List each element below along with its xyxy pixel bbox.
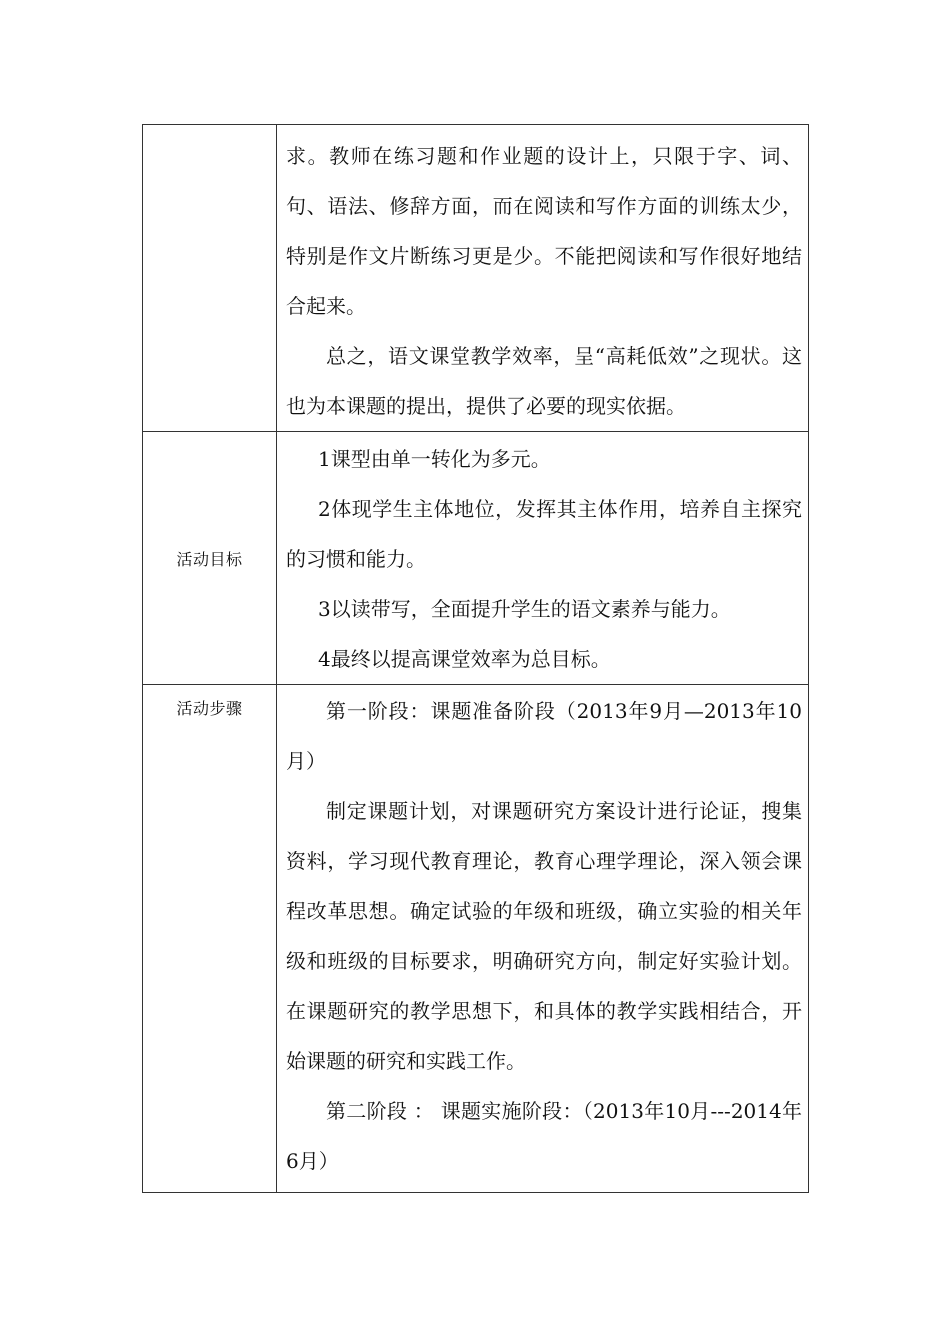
goal-item-1: 1课型由单一转化为多元。 xyxy=(318,447,551,471)
paragraph-summary: 总之，语文课堂教学效率，呈“高耗低效”之现状。这也为本课题的提出，提供了必要的现实依据。 xyxy=(286,344,802,418)
row-content-background xyxy=(277,125,809,432)
goal-item-3: 3以读带写，全面提升学生的语文素养与能力。 xyxy=(318,597,731,621)
document-table xyxy=(142,124,809,1193)
table-row-background xyxy=(143,125,809,432)
table-row-steps xyxy=(143,685,809,1193)
table-row-goals xyxy=(143,432,809,685)
stage-one-body: 制定课题计划，对课题研究方案设计进行论证，搜集资料，学习现代教育理论，教育心理学理论，深入领会课程改革思想。确定试验的年级和班级，确立实验的相关年级和班级的目标要求，明确研究方向，制定好实验计划。在课题研究的教学思想下，和具体的教学实践相结合，开始课题的研究和实践工作。 xyxy=(286,799,802,1073)
row-content-steps xyxy=(277,685,809,1193)
stage-two-heading: 第二阶段 ： 课题实施阶段：（2013年10月---2014年6月） xyxy=(286,1099,802,1173)
stage-one-heading: 第一阶段：课题准备阶段（2013年9月—2013年10月） xyxy=(286,699,802,773)
row-label-steps: 活动步骤 xyxy=(143,685,277,1193)
row-content-goals xyxy=(277,432,809,685)
row-label-goals: 活动目标 xyxy=(143,432,277,685)
goal-item-4: 4最终以提高课堂效率为总目标。 xyxy=(318,647,611,671)
row-label-empty xyxy=(143,125,277,432)
goal-item-2: 2体现学生主体地位，发挥其主体作用，培养自主探究的习惯和能力。 xyxy=(286,497,802,571)
paragraph-continuation: 求。教师在练习题和作业题的设计上，只限于字、词、句、语法、修辞方面，而在阅读和写作方面的训练太少，特别是作文片断练习更是少。不能把阅读和写作很好地结合起来。 xyxy=(286,144,802,318)
